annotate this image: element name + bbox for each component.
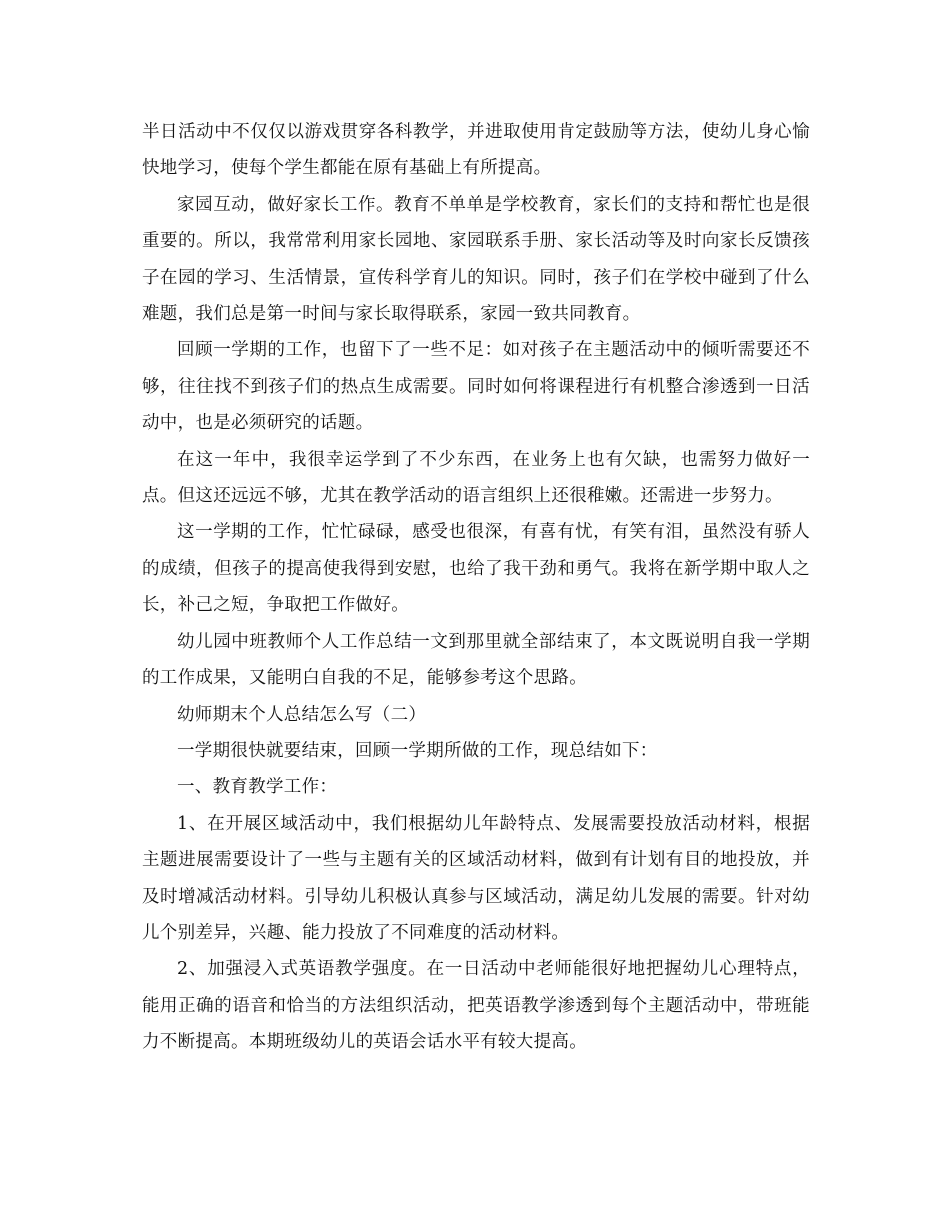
body-paragraph: 半日活动中不仅仅以游戏贯穿各科教学，并进取使用肯定鼓励等方法，使幼儿身心愉快地学习，使每个学生都能在原有基础上有所提高。 <box>142 122 810 179</box>
list-item: 2、加强浸入式英语教学强度。在一日活动中老师能很好地把握幼儿心理特点，能用正确的语音和恰当的方法组织活动，把英语教学渗透到每个主题活动中，带班能力不断提高。本期班级幼儿的英语会话水平有较大提高。 <box>142 959 810 1053</box>
body-paragraph: 幼儿园中班教师个人工作总结一文到那里就全部结束了，本文既说明自我一学期的工作成果，又能明白自我的不足，能够参考这个思路。 <box>142 631 810 689</box>
body-paragraph: 一学期很快就要结束，回顾一学期所做的工作，现总结如下： <box>177 740 658 761</box>
document-body <box>142 114 810 1061</box>
body-paragraph: 回顾一学期的工作，也留下了一些不足：如对孩子在主题活动中的倾听需要还不够，往往找不到孩子们的热点生成需要。同时如何将课程进行有机整合渗透到一日活动中，也是必须研究的话题。 <box>142 340 810 434</box>
subsection-heading: 一、教育教学工作： <box>177 777 338 798</box>
list-item: 1、在开展区域活动中，我们根据幼儿年龄特点、发展需要投放活动材料，根据主题进展需要设计了一些与主题有关的区域活动材料，做到有计划有目的地投放，并及时增减活动材料。引导幼儿积极认真参与区域活动，满足幼儿发展的需要。针对幼儿个别差异，兴趣、能力投放了不同难度的活动材料。 <box>142 813 810 943</box>
body-paragraph: 这一学期的工作，忙忙碌碌，感受也很深，有喜有忧，有笑有泪，虽然没有骄人的成绩，但孩子的提高使我得到安慰，也给了我干劲和勇气。我将在新学期中取人之长，补己之短，争取把工作做好。 <box>142 522 810 616</box>
section-heading: 幼师期末个人总结怎么写（二） <box>177 704 427 725</box>
body-paragraph: 在这一年中，我很幸运学到了不少东西，在业务上也有欠缺，也需努力做好一点。但这还远远不够，尤其在教学活动的语言组织上还很稚嫩。还需进一步努力。 <box>142 449 810 507</box>
body-paragraph: 家园互动，做好家长工作。教育不单单是学校教育，家长们的支持和帮忙也是很重要的。所以，我常常利用家长园地、家园联系手册、家长活动等及时向家长反馈孩子在园的学习、生活情景，宣传科学育儿的知识。同时，孩子们在学校中碰到了什么难题，我们总是第一时间与家长取得联系，家园一致共同教育。 <box>142 194 810 325</box>
